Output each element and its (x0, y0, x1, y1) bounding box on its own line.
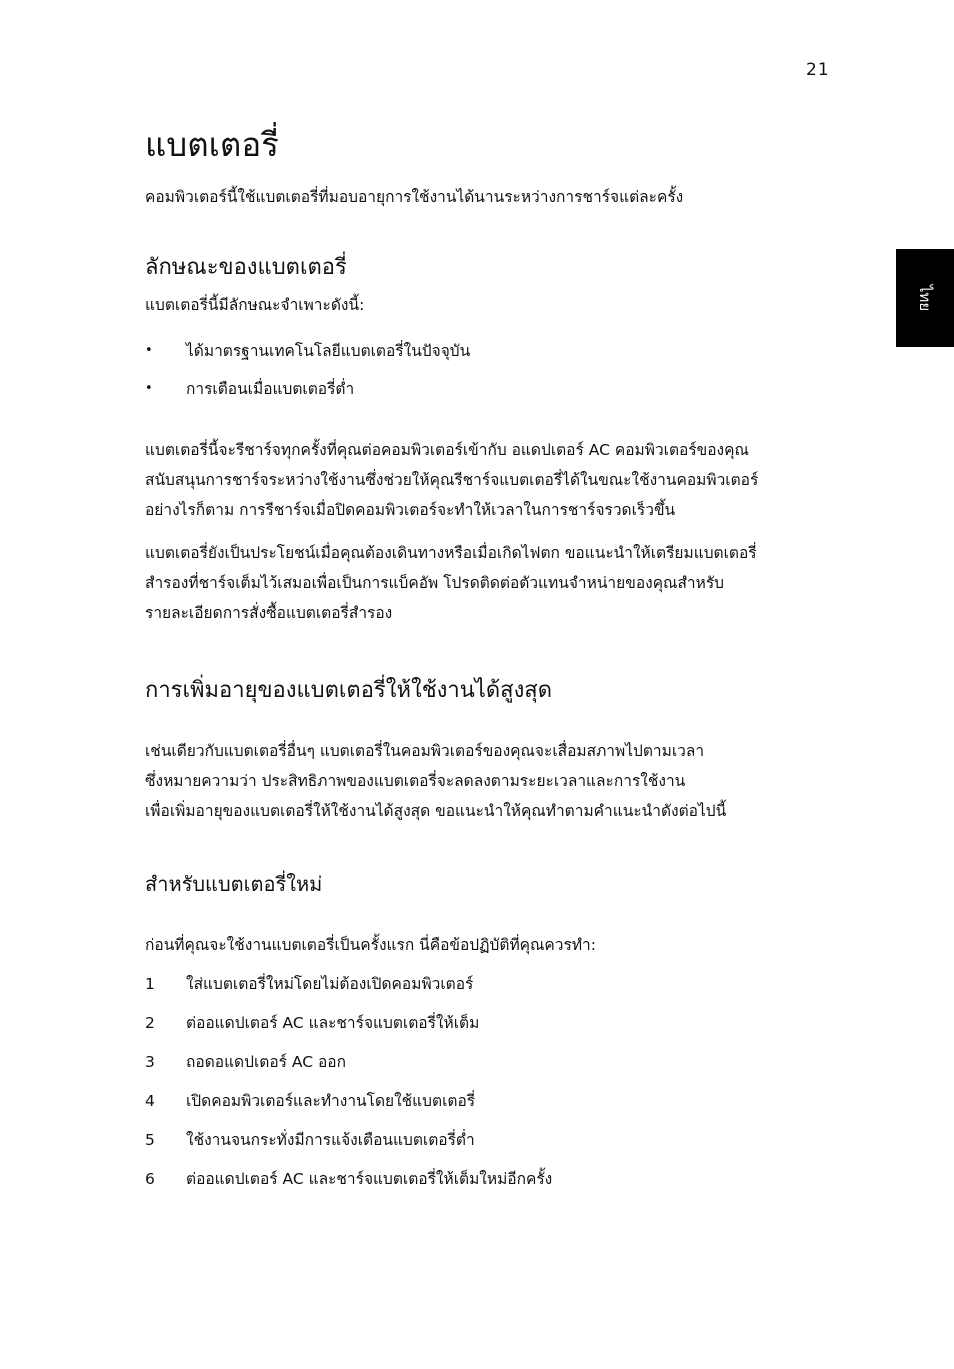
characteristics-heading: ลักษณะของแบตเตอรี่ (145, 255, 347, 280)
intro-text: คอมพิวเตอร์นี้ใช้แบตเตอรี่ที่มอบอายุการใช้งานได้นานระหว่างการชาร์จแต่ละครั้ง (145, 188, 684, 206)
step-text: ถอดอแดปเตอร์ AC ออก (186, 1053, 346, 1071)
paragraph-line: แบตเตอรี่นี้จะรีชาร์จทุกครั้งที่คุณต่อคอมพิวเตอร์เข้ากับ อแดปเตอร์ AC คอมพิวเตอร์ของคุณ (145, 441, 749, 459)
list-item-text: การเตือนเมื่อแบตเตอรี่ต่ำ (186, 380, 355, 398)
new-battery-lead: ก่อนที่คุณจะใช้งานแบตเตอรี่เป็นครั้งแรก นี่คือข้อปฏิบัติที่คุณควรทำ: (145, 936, 596, 954)
charging-paragraph (145, 435, 825, 525)
step-number: 1 (145, 975, 155, 993)
page-title: แบตเตอรี่ (145, 125, 279, 164)
step-text: ใช้งานจนกระทั่งมีการแจ้งเตือนแบตเตอรี่ต่ำ (186, 1131, 475, 1149)
new-battery-heading: สำหรับแบตเตอรี่ใหม่ (145, 872, 323, 896)
bullet-icon: • (145, 343, 153, 358)
maximizing-heading: การเพิ่มอายุของแบตเตอรี่ให้ใช้งานได้สูงสุด (145, 678, 553, 703)
paragraph-line: แบตเตอรี่ยังเป็นประโยชน์เมื่อคุณต้องเดินทางหรือเมื่อเกิดไฟตก ขอแนะนำให้เตรียมแบตเตอรี่ (145, 544, 757, 562)
characteristics-lead: แบตเตอรี่นี้มีลักษณะจำเพาะดังนี้: (145, 296, 365, 314)
paragraph-line: เช่นเดียวกับแบตเตอรี่อื่นๆ แบตเตอรี่ในคอมพิวเตอร์ของคุณจะเสื่อมสภาพไปตามเวลา (145, 742, 705, 760)
paragraph-line: อย่างไรก็ตาม การรีชาร์จเมื่อปิดคอมพิวเตอร์จะทำให้เวลาในการชาร์จรวดเร็วขึ้น (145, 501, 676, 519)
step-number: 3 (145, 1053, 155, 1071)
page-number: 21 (806, 60, 830, 80)
step-text: เปิดคอมพิวเตอร์และทำงานโดยใช้แบตเตอรี่ (186, 1092, 476, 1110)
spare-battery-paragraph (145, 538, 825, 628)
step-text: ใส่แบตเตอรี่ใหม่โดยไม่ต้องเปิดคอมพิวเตอร์ (186, 975, 474, 993)
list-item-text: ได้มาตรฐานเทคโนโลยีแบตเตอรี่ในปัจจุบัน (186, 342, 471, 360)
maximizing-paragraph (145, 736, 825, 826)
step-text: ต่ออแดปเตอร์ AC และชาร์จแบตเตอรี่ให้เต็ม (186, 1014, 480, 1032)
step-number: 2 (145, 1014, 155, 1032)
step-text: ต่ออแดปเตอร์ AC และชาร์จแบตเตอรี่ให้เต็มใหม่อีกครั้ง (186, 1170, 553, 1188)
paragraph-line: รายละเอียดการสั่งซื้อแบตเตอรี่สำรอง (145, 604, 393, 622)
step-number: 6 (145, 1170, 155, 1188)
step-number: 4 (145, 1092, 155, 1110)
paragraph-line: สำรองที่ชาร์จเต็มไว้เสมอเพื่อเป็นการแบ็คอัพ โปรดติดต่อตัวแทนจำหน่ายของคุณสำหรับ (145, 574, 724, 592)
step-number: 5 (145, 1131, 155, 1149)
paragraph-line: สนับสนุนการชาร์จระหว่างใช้งานซึ่งช่วยให้คุณรีชาร์จแบตเตอรี่ได้ในขณะใช้งานคอมพิวเตอร์ (145, 471, 759, 489)
paragraph-line: เพื่อเพิ่มอายุของแบตเตอรี่ให้ใช้งานได้สูงสุด ขอแนะนำให้คุณทำตามคำแนะนำดังต่อไปนี้ (145, 802, 727, 820)
language-tab (896, 249, 954, 347)
bullet-icon: • (145, 381, 153, 396)
language-tab-label: ไทย (916, 284, 934, 312)
paragraph-line: ซึ่งหมายความว่า ประสิทธิภาพของแบตเตอรี่จะลดลงตามระยะเวลาและการใช้งาน (145, 772, 686, 790)
